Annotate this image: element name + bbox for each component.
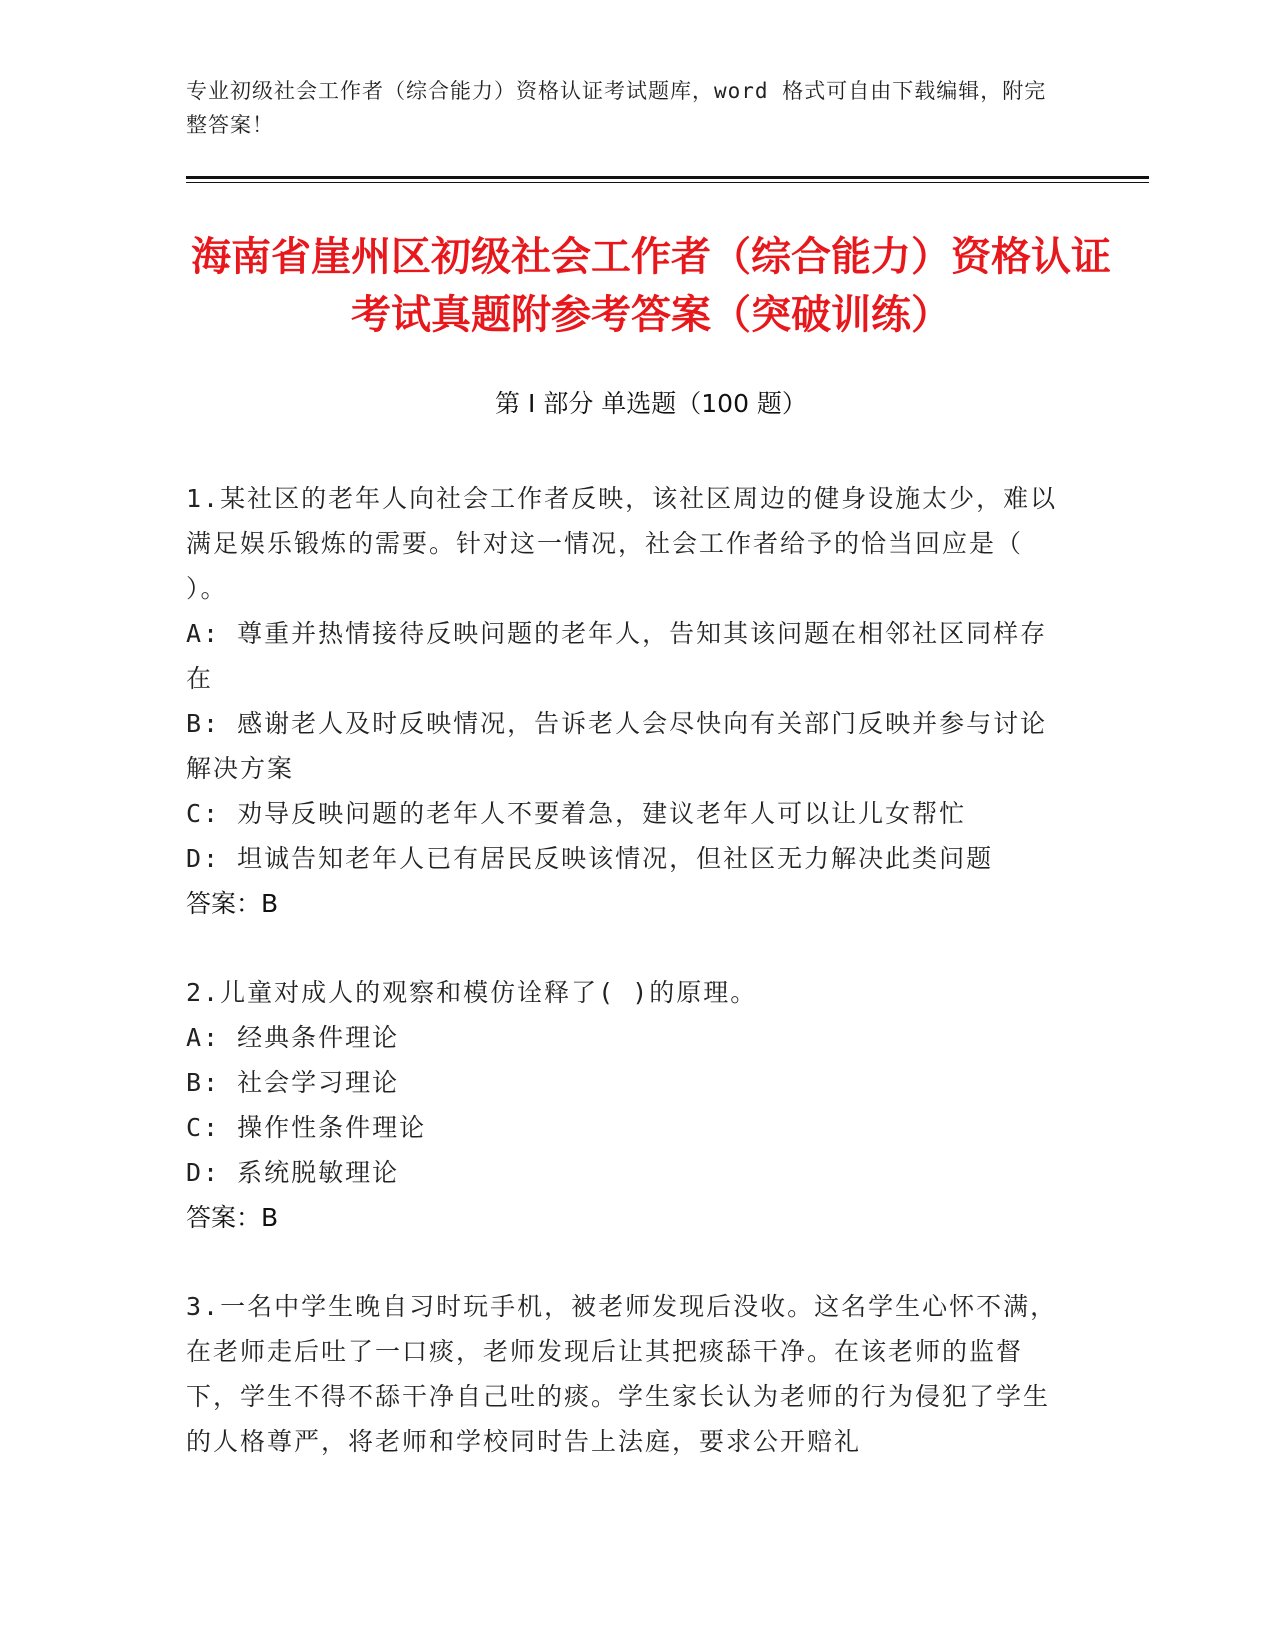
document-title: 海南省崖州区初级社会工作者（综合能力）资格认证考试真题附参考答案（突破训练）	[191, 234, 1111, 338]
option-b: B: 社会学习理论	[186, 1068, 400, 1097]
question-2	[186, 970, 1066, 1240]
option-c: C: 操作性条件理论	[186, 1113, 427, 1142]
answer-line: 答案：B	[186, 889, 279, 918]
section-heading: 第 I 部分 单选题（100 题）	[495, 389, 807, 418]
option-d: D: 系统脱敏理论	[186, 1158, 400, 1187]
option-a: A: 尊重并热情接待反映问题的老年人，告知其该问题在相邻社区同样存在	[186, 619, 1048, 693]
question-stem: 3.一名中学生晚自习时玩手机，被老师发现后没收。这名学生心怀不满，在老师走后吐了一口痰，老师发现后让其把痰舔干净。在该老师的监督下，学生不得不舔干净自己吐的痰。学生家长认为老师的行为侵犯了学生的人格尊严，将老师和学校同时告上法庭，要求公开赔礼	[186, 1292, 1058, 1456]
header-divider-thick	[186, 176, 1149, 179]
option-c: C: 劝导反映问题的老年人不要着急，建议老年人可以让儿女帮忙	[186, 799, 967, 828]
header-divider-thin	[186, 182, 1149, 183]
question-1	[186, 476, 1066, 926]
question-stem: 1.某社区的老年人向社会工作者反映，该社区周边的健身设施太少，难以满足娱乐锻炼的需要。针对这一情况，社会工作者给予的恰当回应是（ ）。	[186, 484, 1058, 603]
question-stem: 2.儿童对成人的观察和模仿诠释了( )的原理。	[186, 978, 758, 1007]
option-d: D: 坦诚告知老年人已有居民反映该情况，但社区无力解决此类问题	[186, 844, 994, 873]
question-3	[186, 1284, 1066, 1464]
option-a: A: 经典条件理论	[186, 1023, 400, 1052]
answer-line: 答案：B	[186, 1203, 279, 1232]
header-note: 专业初级社会工作者（综合能力）资格认证考试题库，word 格式可自由下载编辑，附完整答案！	[186, 79, 1047, 137]
option-b: B: 感谢老人及时反映情况，告诉老人会尽快向有关部门反映并参与讨论解决方案	[186, 709, 1048, 783]
question-list	[186, 476, 1066, 1508]
